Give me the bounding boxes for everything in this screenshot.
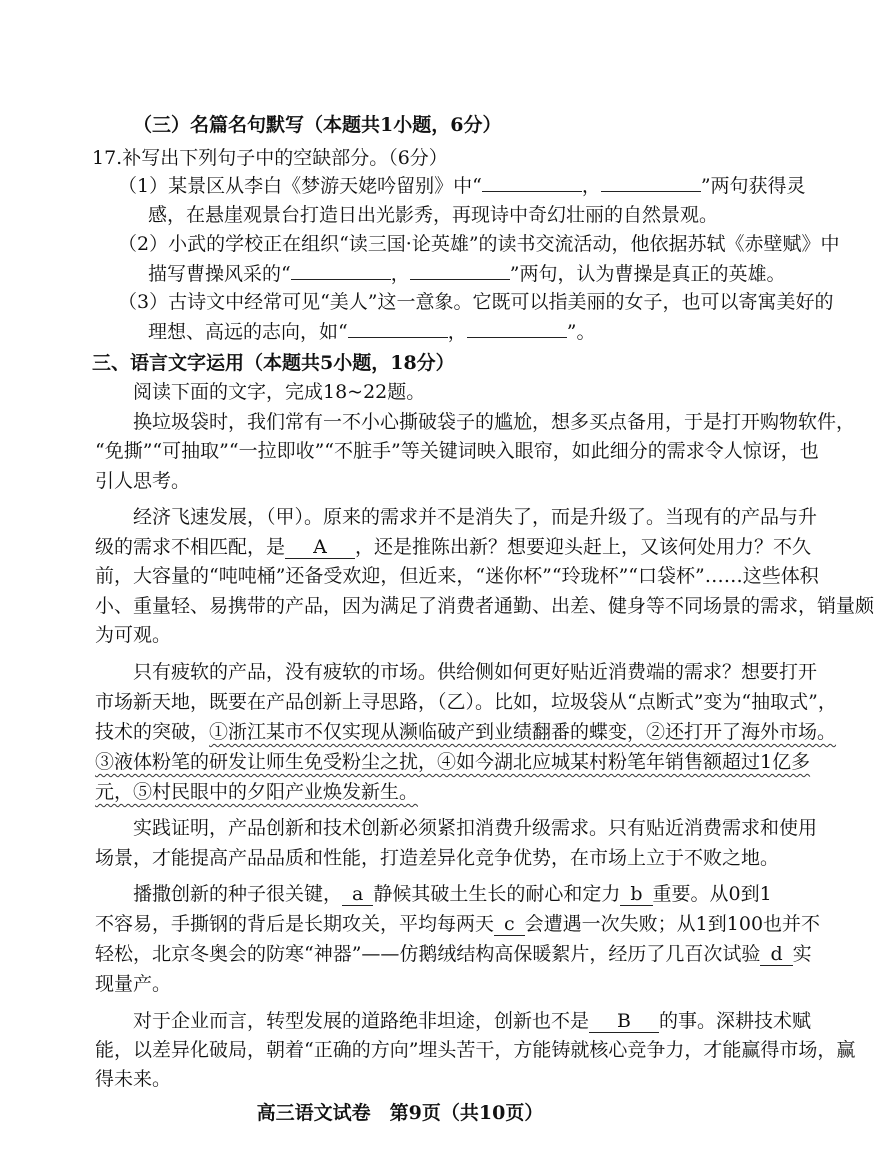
- p3-line3-wavy-text: ①浙江某市不仅实现从濒临破产到业绩翻番的蝶变，②还打开了海外市场。: [209, 721, 837, 743]
- q17-item3-blank2[interactable]: [467, 318, 567, 338]
- section-header: （三）名篇名句默写（本题共1小题，6分）: [133, 114, 502, 136]
- q17-item1-text-c: ”两句获得灵: [700, 175, 806, 197]
- p1-line1: 换垃圾袋时，我们常有一不小心撕破袋子的尴尬，想多买点备用，于是打开购物软件，: [133, 411, 856, 433]
- blank-A[interactable]: A: [285, 536, 355, 559]
- p5-line1-text-a: 播撒创新的种子很关键，: [133, 883, 343, 905]
- p2-line2-text-a: 级的需求不相匹配，是: [95, 536, 286, 558]
- q17-item2-comma: ，: [390, 263, 410, 285]
- p6-line1-text-a: 对于企业而言，转型发展的道路绝非坦途，创新也不是: [133, 1010, 590, 1032]
- p4-line2: 场景，才能提高产品品质和性能，打造差异化竞争优势，在市场上立于不败之地。: [95, 847, 780, 869]
- part3-header: 三、语言文字运用（本题共5小题，18分）: [92, 352, 455, 374]
- page-footer: 高三语文试卷 第9页（共10页）: [256, 1102, 544, 1124]
- p2-line1: 经济飞速发展，（甲）。原来的需求并不是消失了，而是升级了。当现有的产品与升: [133, 506, 818, 528]
- p5-line1: [133, 881, 772, 907]
- blank-d[interactable]: d: [760, 943, 792, 966]
- p1-line3: 引人思考。: [95, 470, 191, 492]
- q17-item2-line1: （2）小武的学校正在组织“读三国·论英雄”的读书交流活动，他依据苏轼《赤壁赋》中: [118, 233, 840, 255]
- q17-item3-text-d: ”。: [566, 321, 596, 343]
- p6-line2: 能，以差异化破局，朝着“正确的方向”埋头苦干，方能铸就核心竞争力，才能赢得市场，赢: [95, 1039, 856, 1061]
- q17-item2-line2: [148, 260, 785, 287]
- q17-item3-comma: ，: [447, 321, 467, 343]
- blank-a[interactable]: a: [342, 883, 373, 906]
- p3-line3: [95, 719, 836, 745]
- q17-item1-blank2[interactable]: [601, 172, 701, 192]
- p5-line4: 现量产。: [95, 973, 172, 995]
- p3-line1: 只有疲软的产品，没有疲软的市场。供给侧如何更好贴近消费端的需求？想要打开: [133, 661, 818, 683]
- p5-line3: [95, 941, 812, 967]
- q17-item2-text-b: 描写曹操风采的“: [148, 263, 291, 285]
- p5-line1-text-c: 重要。从0到1: [652, 883, 772, 905]
- p6-line3: 得未来。: [95, 1068, 172, 1090]
- q17-item3-blank1[interactable]: [348, 318, 448, 338]
- p5-line2-text-b: 会遭遇一次失败；从1到100也并不: [524, 913, 821, 935]
- p2-line4: 小、重量轻、易携带的产品，因为满足了消费者通勤、出差、健身等不同场景的需求，销量颇: [95, 595, 874, 617]
- q17-item1-comma: ，: [581, 175, 601, 197]
- p1-line2: “免撕”“可抽取”“一拉即收”“不脏手”等关键词映入眼帘，如此细分的需求令人惊讶，也: [95, 440, 819, 462]
- p2-line2-text-b: ，还是推陈出新？想要迎头赶上，又该何处用力？不久: [355, 536, 812, 558]
- p2-line3: 前，大容量的“吨吨桶”还备受欢迎，但近来，“迷你杯”“玲珑杯”“口袋杯”……这些体积: [95, 565, 819, 587]
- p3-line5: 元，⑤村民眼中的夕阳产业焕发新生。: [95, 781, 419, 803]
- p5-line1-text-b: 静候其破土生长的耐心和定力: [373, 883, 621, 905]
- q17-item3-line2: [148, 318, 595, 345]
- p6-line1-text-b: 的事。深耕技术赋: [659, 1010, 812, 1032]
- blank-B[interactable]: B: [589, 1010, 659, 1033]
- q17-item3-text-b: 理想、高远的志向，如“: [148, 321, 348, 343]
- q17-item1-line1: [118, 172, 806, 199]
- q17-item1-blank1[interactable]: [482, 172, 582, 192]
- p4-line1: 实践证明，产品创新和技术创新必须紧扣消费升级需求。只有贴近消费需求和使用: [133, 817, 818, 839]
- p3-line2: 市场新天地，既要在产品创新上寻思路，（乙）。比如，垃圾袋从“点断式”变为“抽取式”，: [95, 691, 837, 713]
- q17-item1-text-a: （1）某景区从李白《梦游天姥吟留别》中“: [118, 175, 482, 197]
- p5-line2: [95, 911, 820, 937]
- p5-line2-text-a: 不容易，手撕钢的背后是长期攻关，平均每两天: [95, 913, 495, 935]
- p5-line3-text-a: 轻松，北京冬奥会的防寒“神器”——仿鹅绒结构高保暖絮片，经历了几百次试验: [95, 943, 761, 965]
- q17-item2-text-d: ”两句，认为曹操是真正的英雄。: [509, 263, 786, 285]
- p6-line1: [133, 1008, 811, 1034]
- q17-item2-blank1[interactable]: [291, 260, 391, 280]
- p3-line4: ③液体粉笔的研发让师生免受粉尘之扰，④如今湖北应城某村粉笔年销售额超过1亿多: [95, 751, 811, 773]
- blank-b[interactable]: b: [620, 883, 652, 906]
- reading-instruction: 阅读下面的文字，完成18~22题。: [133, 381, 426, 403]
- p5-line3-text-b: 实: [792, 943, 812, 965]
- blank-c[interactable]: c: [494, 913, 525, 936]
- p3-line3-text-a: 技术的突破，: [95, 721, 210, 743]
- q17-item2-blank2[interactable]: [410, 260, 510, 280]
- q17-item3-line1: （3）古诗文中经常可见“美人”这一意象。它既可以指美丽的女子，也可以寄寓美好的: [118, 291, 834, 313]
- question-17-title: 17.补写出下列句子中的空缺部分。（6分）: [92, 147, 448, 169]
- q17-item1-line2: 感，在悬崖观景台打造日出光影秀，再现诗中奇幻壮丽的自然景观。: [148, 204, 719, 226]
- p2-line5: 为可观。: [95, 624, 172, 646]
- p2-line2: [95, 534, 811, 560]
